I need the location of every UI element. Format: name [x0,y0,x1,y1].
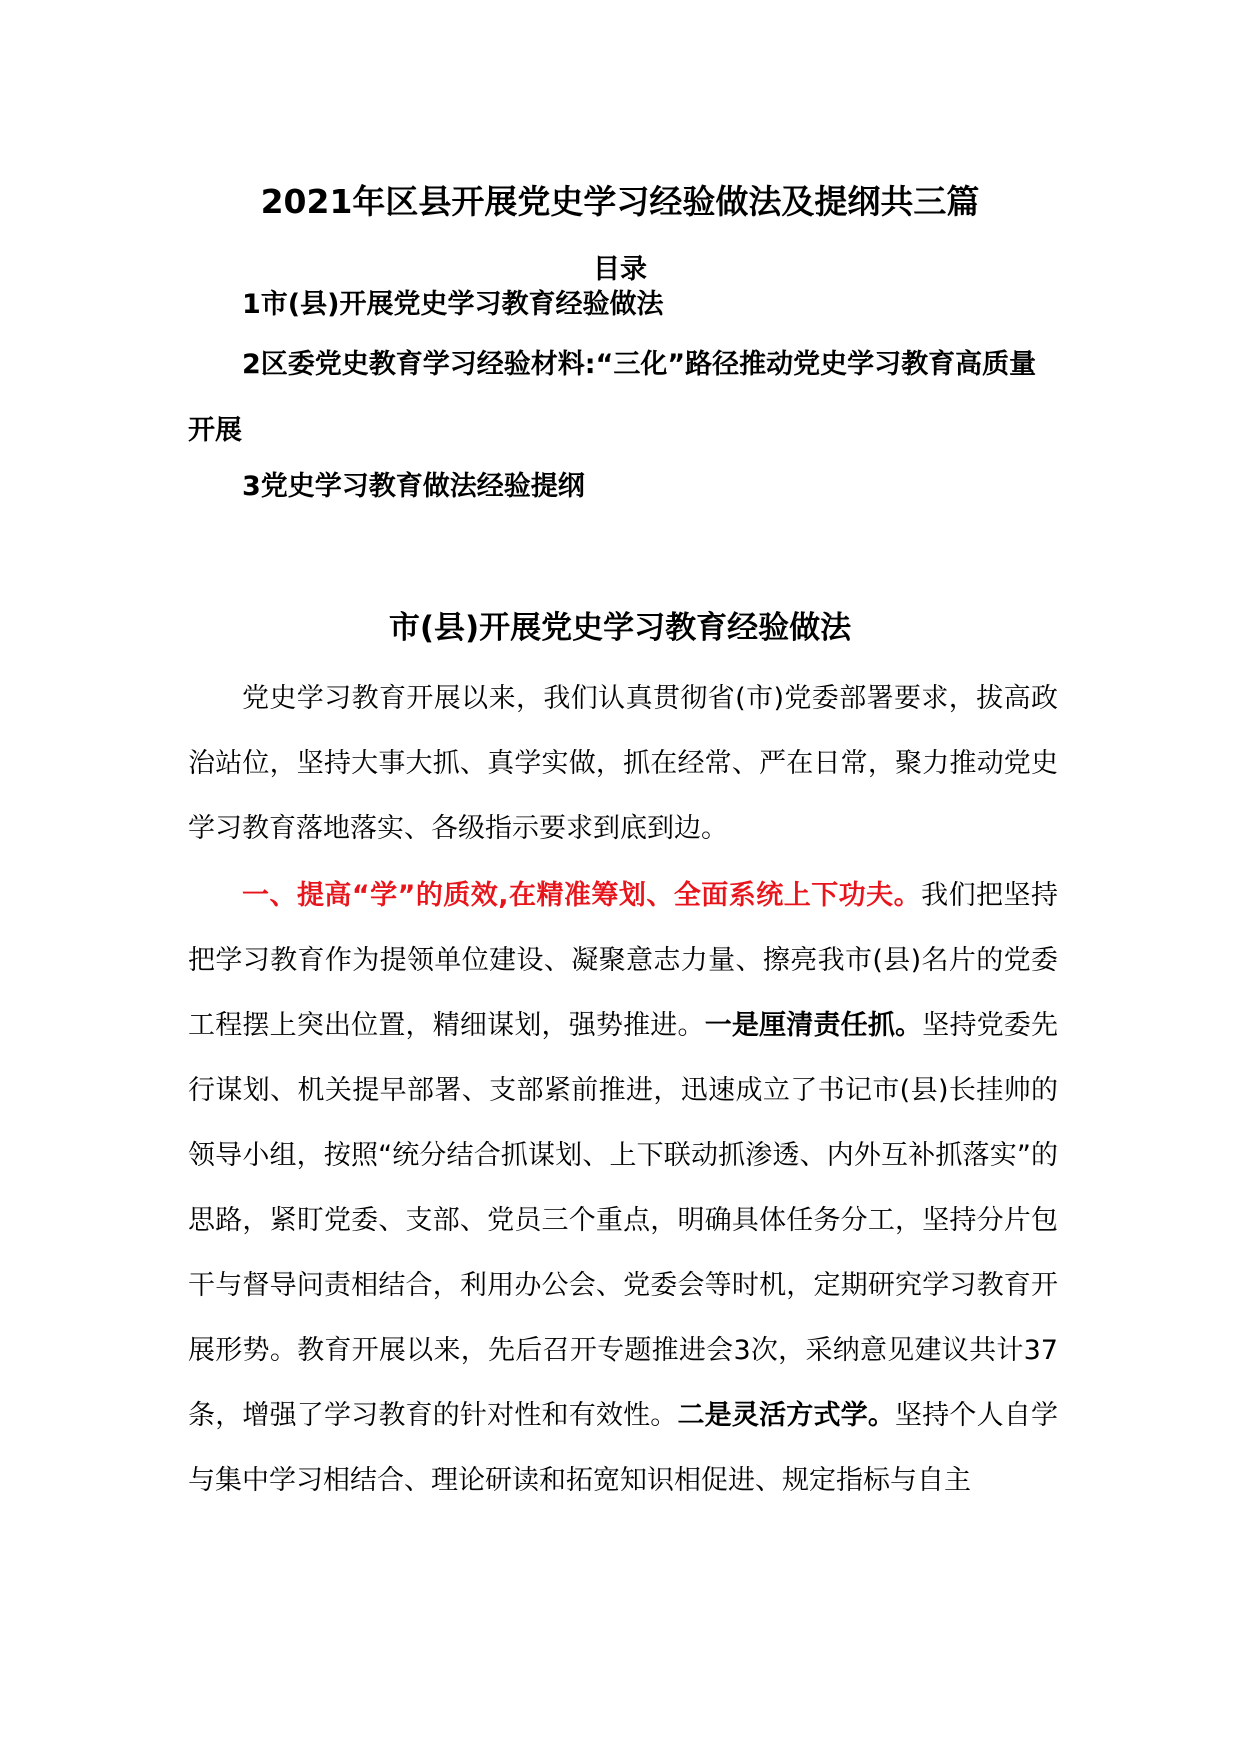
document-title: 2021年区县开展党史学习经验做法及提纲共三篇 [260,182,980,221]
point-1-sub-2-label: 二是灵活方式学。 [677,1400,896,1431]
point-1-sub-1-label: 一是厘清责任抓。 [704,1010,923,1041]
toc-item-1 [188,272,1058,338]
toc-item-3-text: 3党史学习教育做法经验提纲 [242,471,585,502]
toc-item-1-text: 1市(县)开展党史学习教育经验做法 [242,289,664,320]
intro-paragraph: 党史学习教育开展以来，我们认真贯彻省(市)党委部署要求，拔高政治站位，坚持大事大抓、真学实做，抓在经常、严在日常，聚力推动党史学习教育落地落实、各级指示要求到底到边。 [188,683,1058,844]
toc-heading: 目录 [593,254,647,285]
point-1-text-b: 坚持党委先行谋划、机关提早部署、支部紧前推进，迅速成立了书记市(县)长挂帅的领导小组，按照“统分结合抓谋划、上下联动抓渗透、内外互补抓落实”的思路，紧盯党委、支部、党员三个重点，明确具体任务分工，坚持分片包干与督导问责相结合，利用办公会、党委会等时机，定期研究学习教育开展形势。教育开展以来，先后召开专题推进会3次，采纳意见建议共计37条，增强了学习教育的针对性和有效性。 [188,1010,1059,1431]
point-1-paragraph [188,863,1058,1513]
point-1-heading: 一、提高“学”的质效,在精准筹划、全面系统上下功夫。 [242,880,922,911]
section-title: 市(县)开展党史学习教育经验做法 [388,610,852,646]
point-1-text-c: 坚持个人自学与集中学习相结合、理论研读和拓宽知识相促进、规定指标与自主 [188,1400,1059,1496]
toc-item-3 [188,454,1058,520]
point-1-text-a: 我们把坚持把学习教育作为提领单位建设、凝聚意志力量、擦亮我市(县)名片的党委工程摆上突出位置，精细谋划，强势推进。 [188,880,1059,1041]
section-body [188,666,1058,1513]
toc-item-2: 2区委党史教育学习经验材料:“三化”路径推动党史学习教育高质量开展 [188,349,1037,446]
